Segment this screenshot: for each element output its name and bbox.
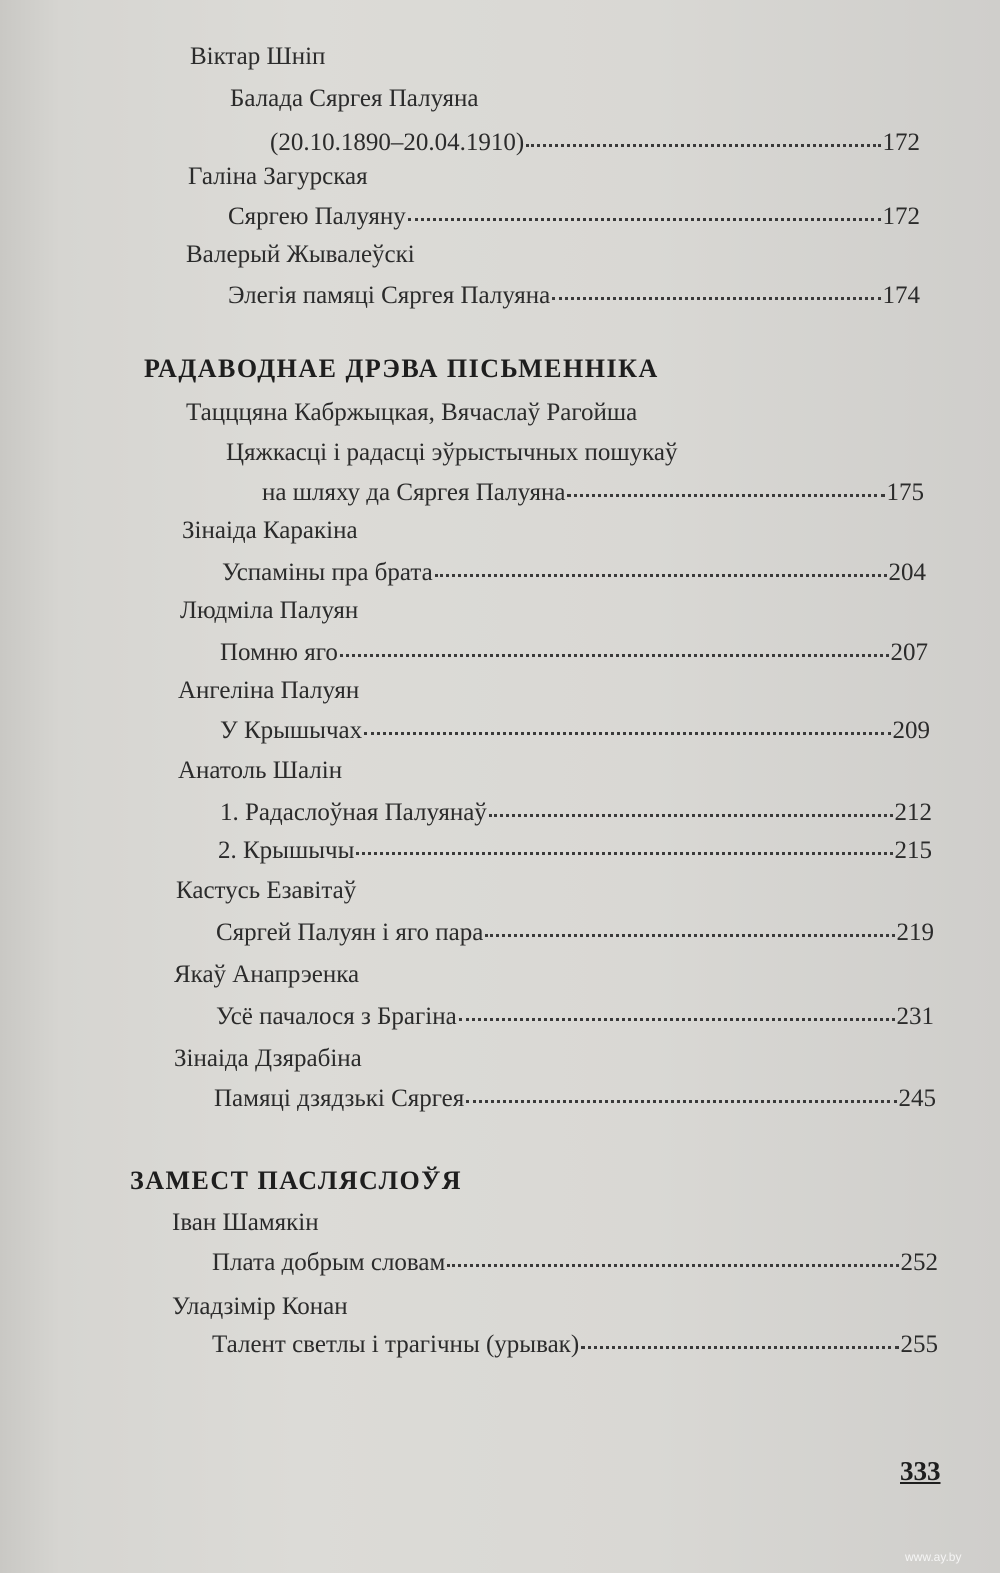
toc-title-with-page	[228, 283, 920, 308]
dot-leader	[567, 494, 884, 497]
author-name: Зінаіда Дзярабіна	[174, 1045, 362, 1072]
dot-leader	[447, 1264, 898, 1267]
page-number: 252	[900, 1249, 938, 1276]
toc-title-with-page	[220, 640, 928, 665]
page-number: 172	[882, 129, 920, 156]
page-number: 212	[894, 799, 932, 826]
toc-title-with-page	[212, 1250, 938, 1275]
toc-title-with-page	[218, 838, 932, 863]
toc-title-with-page	[220, 718, 930, 743]
dot-leader	[581, 1346, 898, 1349]
dot-leader	[466, 1100, 896, 1103]
toc-author	[178, 678, 359, 703]
toc-title	[230, 86, 478, 111]
page-number: 219	[896, 919, 934, 946]
dot-leader	[552, 297, 880, 300]
toc-title-with-page	[212, 1332, 938, 1357]
toc-title-with-page	[222, 560, 926, 585]
section-heading: ЗАМЕСТ ПАСЛЯСЛОЎЯ	[130, 1166, 463, 1195]
title-text: Плата добрым словам	[212, 1249, 446, 1276]
toc-author	[178, 758, 342, 783]
page-number: 231	[896, 1003, 934, 1030]
author-name: Кастусь Езавітаў	[176, 877, 357, 904]
toc-author	[174, 962, 359, 987]
toc-author	[172, 1210, 319, 1235]
page-number: 207	[890, 639, 928, 666]
title-text: (20.10.1890–20.04.1910)	[270, 129, 525, 156]
title-text: Цяжкасці і радасці эўрыстычных пошукаў	[226, 439, 678, 466]
title-text: Сяргею Палуяну	[228, 203, 406, 230]
author-name: Людміла Палуян	[180, 597, 359, 624]
page-number: 209	[892, 717, 930, 744]
section-heading: РАДАВОДНАЕ ДРЭВА ПІСЬМЕННІКА	[144, 354, 659, 383]
toc-title-with-page	[262, 480, 924, 505]
toc-author	[174, 1046, 362, 1071]
page-number: 215	[894, 837, 932, 864]
toc-author	[186, 242, 415, 267]
title-text: 1. Радаслоўная Палуянаў	[220, 799, 487, 826]
title-text: Помню яго	[220, 639, 338, 666]
author-name: Галіна Загурская	[188, 163, 368, 190]
page-number: 172	[882, 203, 920, 230]
dot-leader	[435, 574, 887, 577]
page-number: 204	[888, 559, 926, 586]
toc-title-with-page	[220, 800, 932, 825]
author-name: Тацццяна Кабржыцкая, Вячаслаў Рагойша	[186, 399, 638, 426]
dot-leader	[485, 934, 894, 937]
toc-title	[226, 440, 677, 465]
title-text: на шляху да Сяргея Палуяна	[262, 479, 566, 506]
dot-leader	[356, 852, 892, 855]
toc-title-with-page	[214, 1086, 936, 1111]
author-name: Анатоль Шалін	[178, 757, 343, 784]
toc-title-with-page	[216, 1004, 934, 1029]
dot-leader	[340, 654, 889, 657]
page-number: 175	[886, 479, 924, 506]
toc-author	[182, 518, 358, 543]
author-name: Ангеліна Палуян	[178, 677, 360, 704]
title-text: Усё пачалося з Брагіна	[216, 1003, 457, 1030]
toc-author	[176, 878, 356, 903]
toc-author	[172, 1294, 348, 1319]
toc-title-with-page	[216, 920, 934, 945]
page-folio: 333	[900, 1456, 941, 1486]
author-name: Уладзімір Конан	[172, 1293, 348, 1320]
author-name: Іван Шамякін	[172, 1209, 319, 1236]
title-text: Успаміны пра брата	[222, 559, 433, 586]
title-text: Балада Сяргея Палуяна	[230, 85, 479, 112]
toc-author	[190, 44, 325, 69]
toc-title-with-page	[270, 130, 920, 155]
dot-leader	[364, 732, 890, 735]
title-text: 2. Крышычы	[218, 837, 355, 864]
author-name: Валерый Жывалеўскі	[186, 241, 415, 268]
author-name: Віктар Шніп	[190, 43, 326, 70]
author-name: Зінаіда Каракіна	[182, 517, 358, 544]
title-text: Сяргей Палуян і яго пара	[216, 919, 484, 946]
page-number: 255	[900, 1331, 938, 1358]
toc-author	[186, 400, 637, 425]
toc-title-with-page	[228, 204, 920, 229]
dot-leader	[408, 218, 881, 221]
page-number: 174	[882, 282, 920, 309]
dot-leader	[459, 1018, 895, 1021]
title-text: Элегія памяці Сяргея Палуяна	[228, 282, 551, 309]
toc-author	[180, 598, 358, 623]
dot-leader	[526, 144, 880, 147]
watermark-text: www.ay.by	[905, 1550, 962, 1564]
title-text: Талент светлы і трагічны (урывак)	[212, 1331, 580, 1358]
author-name: Якаў Анапрэенка	[174, 961, 360, 988]
title-text: Памяці дзядзькі Сяргея	[214, 1085, 465, 1112]
page-number: 245	[898, 1085, 936, 1112]
toc-author	[188, 164, 368, 189]
dot-leader	[489, 814, 893, 817]
title-text: У Крышычах	[220, 717, 363, 744]
